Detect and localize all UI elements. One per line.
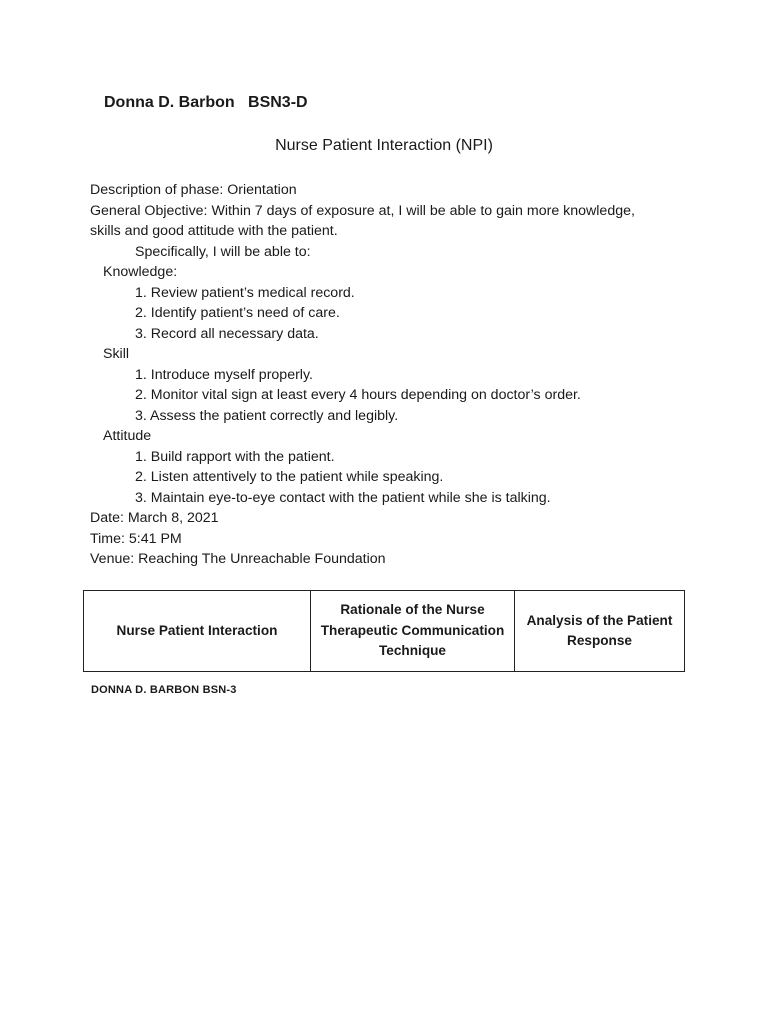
attitude-heading: Attitude <box>103 428 152 444</box>
attitude-item: 2. Listen attentively to the patient while speaking. <box>135 469 444 485</box>
venue-line: Venue: Reaching The Unreachable Foundation <box>90 551 386 567</box>
specific-intro: Specifically, I will be able to: <box>135 243 311 260</box>
skill-item: 2. Monitor vital sign at least every 4 hours depending on doctor’s order. <box>135 387 581 403</box>
attitude-item: 1. Build rapport with the patient. <box>135 448 335 465</box>
skill-item: 3. Assess the patient correctly and legibly. <box>135 407 399 424</box>
phase-description: Description of phase: Orientation <box>90 182 297 198</box>
knowledge-item: 1. Review patient’s medical record. <box>135 284 355 301</box>
author-name: Donna D. Barbon <box>104 94 235 111</box>
author-section: BSN3-D <box>248 94 308 111</box>
knowledge-item: 2. Identify patient’s need of care. <box>135 305 340 321</box>
table-header-row <box>84 591 685 672</box>
date-line: Date: March 8, 2021 <box>90 510 219 526</box>
table-header-rationale: Rationale of the Nurse Therapeutic Communication Technique <box>311 591 515 672</box>
table-header-analysis: Analysis of the Patient Response <box>515 591 685 672</box>
objective-line-2: skills and good attitude with the patient. <box>90 223 338 239</box>
knowledge-item: 3. Record all necessary data. <box>135 325 319 342</box>
objective-line-1: General Objective: Within 7 days of exposure at, I will be able to gain more knowledge, <box>90 202 635 219</box>
knowledge-heading: Knowledge: <box>103 264 178 280</box>
skill-heading: Skill <box>103 346 130 362</box>
time-line: Time: 5:41 PM <box>90 530 182 547</box>
npi-table <box>83 590 685 672</box>
page-title: Nurse Patient Interaction (NPI) <box>275 137 493 154</box>
skill-item: 1. Introduce myself properly. <box>135 366 313 383</box>
author-header <box>104 94 308 112</box>
attitude-item: 3. Maintain eye-to-eye contact with the patient while she is talking. <box>135 489 551 506</box>
footer-author: DONNA D. BARBON BSN-3 <box>91 684 237 696</box>
document-body <box>90 180 690 570</box>
table-header-interaction: Nurse Patient Interaction <box>84 591 311 672</box>
